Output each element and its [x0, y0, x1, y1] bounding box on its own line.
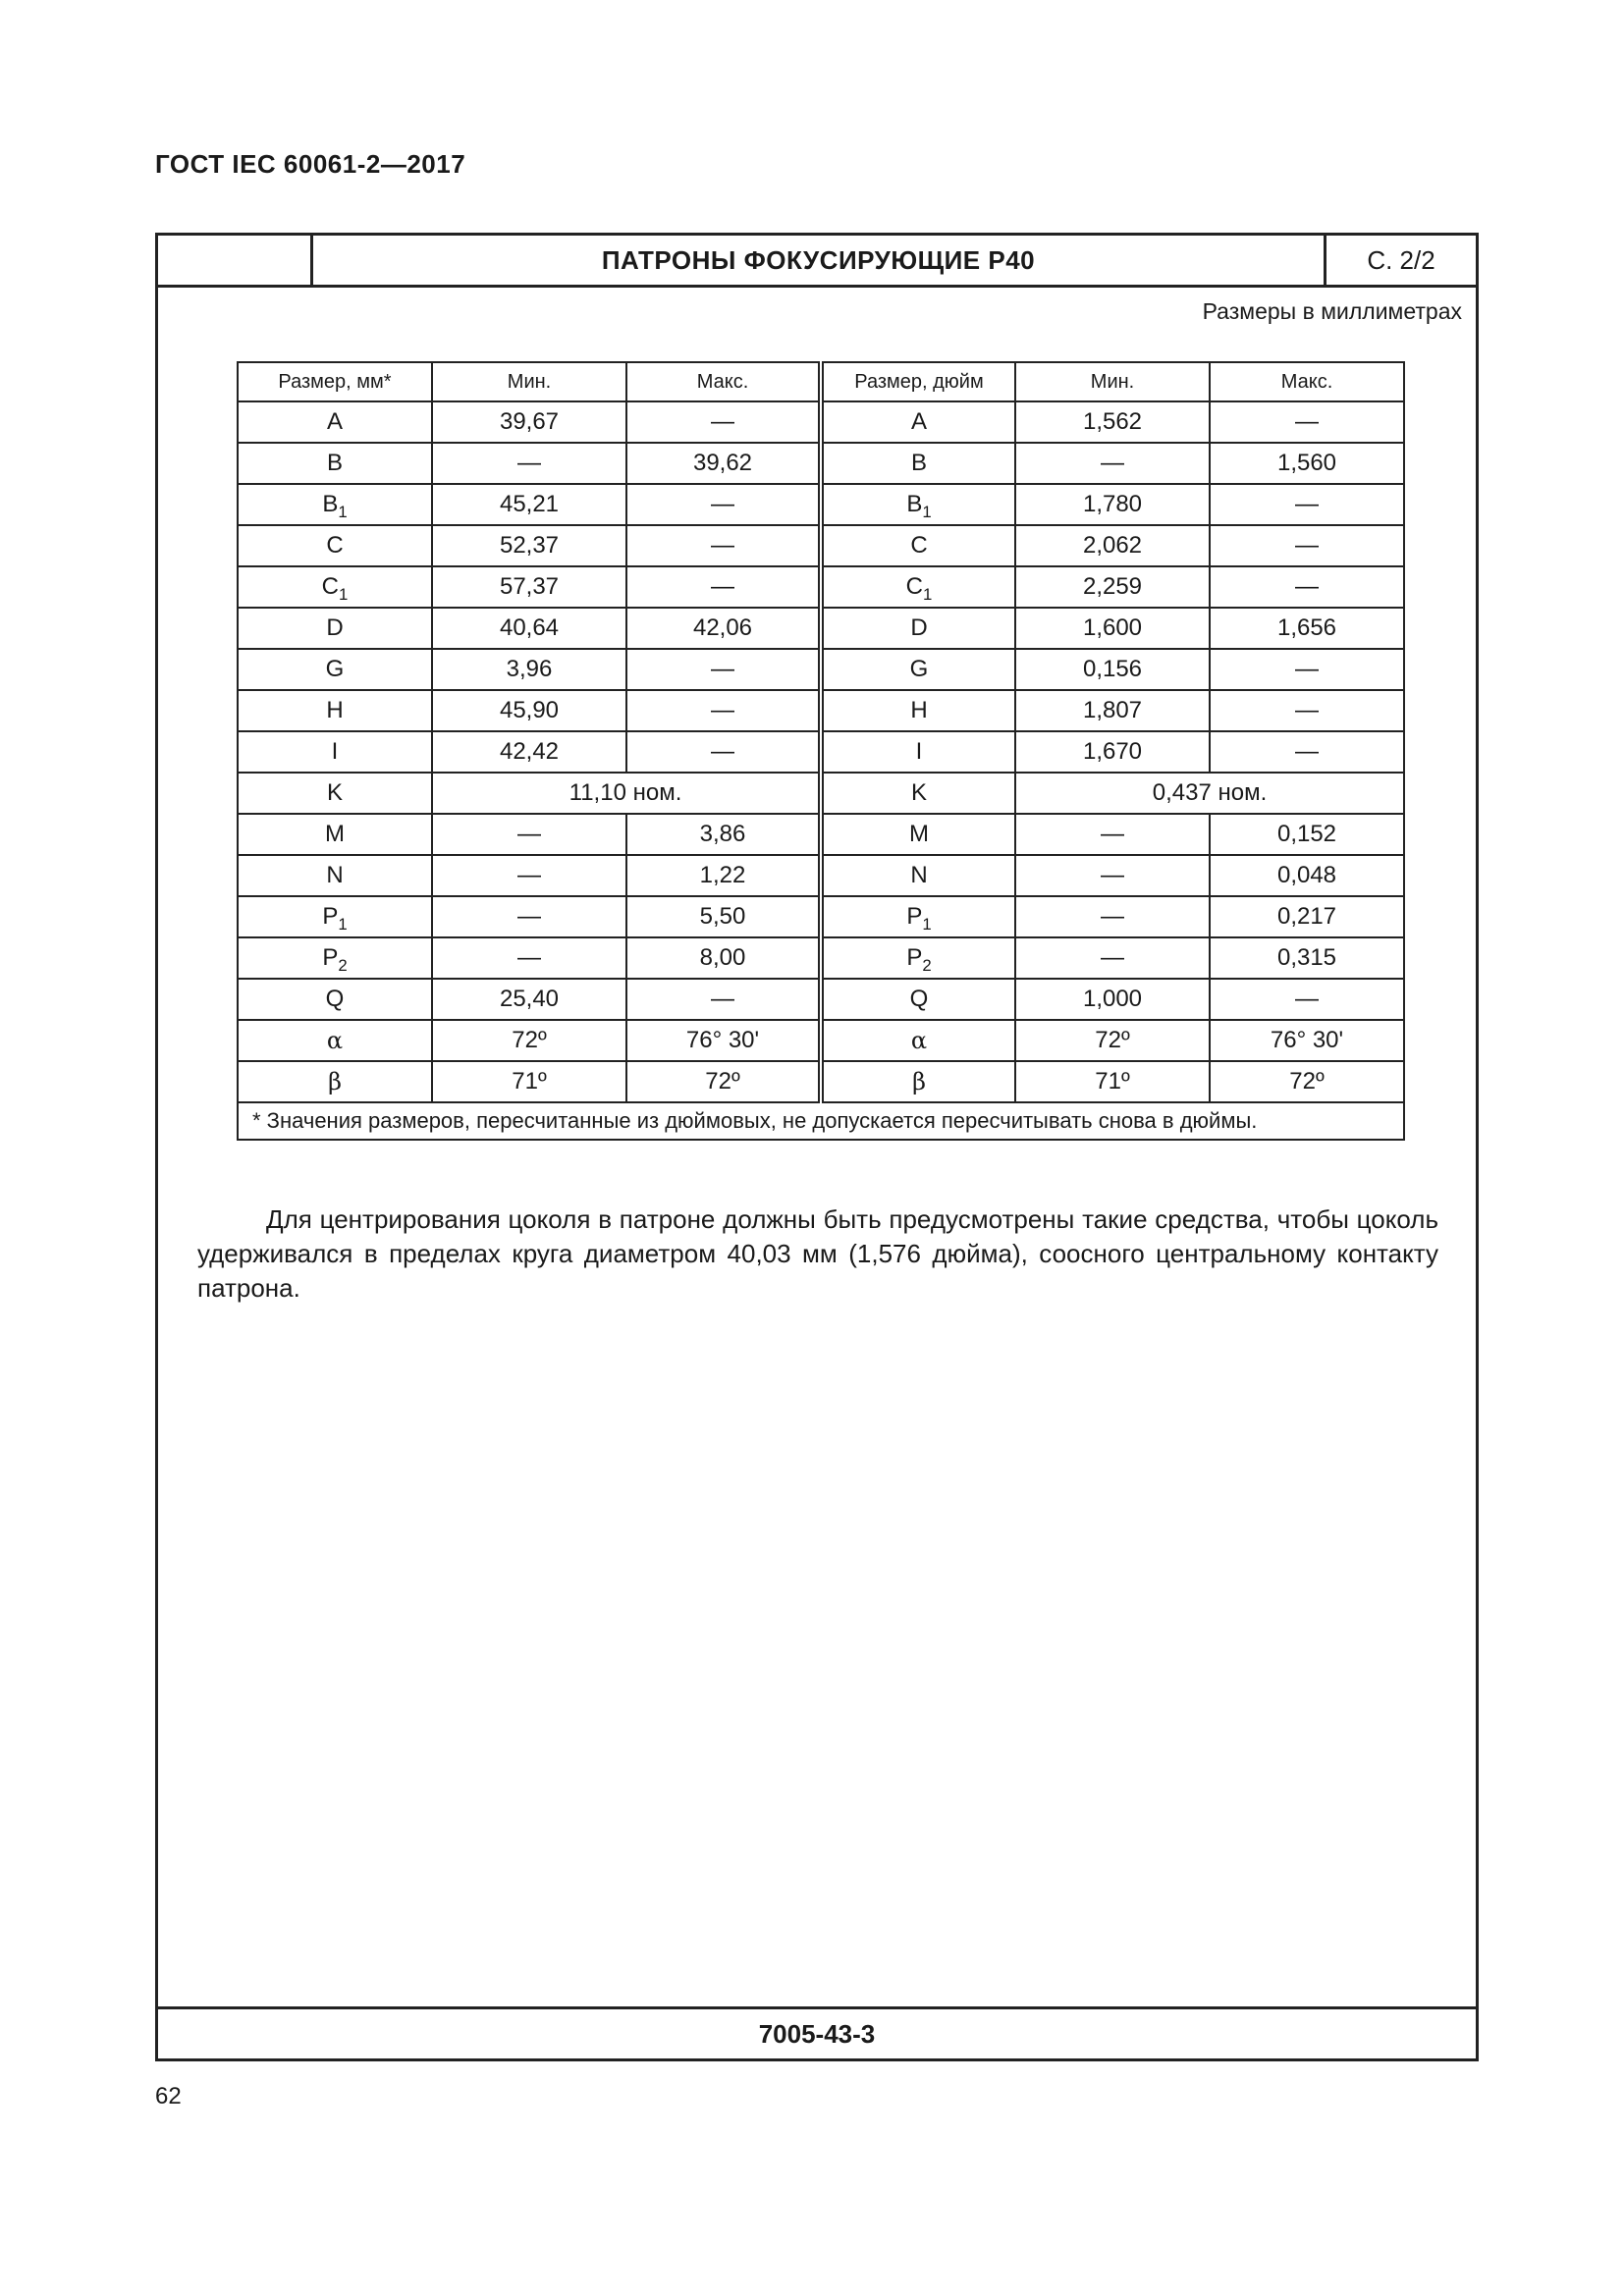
value-inch-min: 2,062 [1015, 525, 1210, 566]
dimension-label [238, 979, 432, 1020]
dimension-symbol: N [910, 862, 928, 888]
value-inch-max: 0,048 [1210, 855, 1404, 896]
dimension-symbol: C [326, 532, 344, 559]
value-mm-min: 57,37 [432, 566, 626, 608]
sheet-frame [155, 233, 1479, 2061]
dimension-symbol: P [906, 944, 923, 971]
page-number: 62 [155, 2083, 182, 2109]
dimension-label [238, 608, 432, 649]
dimension-label [821, 525, 1015, 566]
value-inch-max: — [1210, 566, 1404, 608]
value-mm-min: 71º [432, 1061, 626, 1102]
table-row [238, 566, 1404, 608]
value-inch-max: 0,217 [1210, 896, 1404, 937]
dimension-symbol: G [325, 656, 345, 682]
sheet-page-indicator: С. 2/2 [1367, 244, 1435, 275]
header-size-mm: Размер, мм* [238, 362, 432, 401]
dimension-symbol: H [910, 697, 928, 723]
value-inch-min: — [1015, 937, 1210, 979]
dimension-subscript: 1 [338, 502, 348, 521]
body-paragraph: Для центрирования цоколя в патроне должны быть предусмотрены такие средства, чтобы цоколь удерживался в пределах круга диаметром 40,03 мм (1,576 дюйма), соосного центральному контакту патрона. [197, 1204, 1438, 1303]
value-mm-min: 42,42 [432, 731, 626, 773]
dimension-label [238, 443, 432, 484]
table-row [238, 1061, 1404, 1102]
value-mm-max: — [626, 566, 821, 608]
dimension-symbol: A [326, 408, 343, 435]
value-inch-max: — [1210, 731, 1404, 773]
dimension-label [238, 731, 432, 773]
dimension-symbol: I [915, 738, 923, 765]
dimension-subscript: 1 [339, 584, 349, 604]
value-mm-max: — [626, 649, 821, 690]
dimension-label [238, 401, 432, 443]
dimension-label [238, 649, 432, 690]
units-note: Размеры в миллиметрах [1202, 298, 1462, 324]
dimension-label [821, 814, 1015, 855]
dimension-label [238, 1061, 432, 1102]
dimension-symbol: P [322, 944, 339, 971]
value-inch-min: — [1015, 814, 1210, 855]
value-mm-min: — [432, 443, 626, 484]
table-row [238, 773, 1404, 814]
header-min-mm: Мин. [432, 362, 626, 401]
value-mm-min: 39,67 [432, 401, 626, 443]
value-inch-max: — [1210, 649, 1404, 690]
value-mm-max: — [626, 401, 821, 443]
header-min-inch: Мин. [1015, 362, 1210, 401]
dimension-symbol: C [910, 532, 928, 559]
dimension-symbol: D [326, 614, 344, 641]
value-mm-max: 5,50 [626, 896, 821, 937]
dimension-symbol: B [326, 450, 343, 476]
dimension-label [238, 690, 432, 731]
value-mm-max: — [626, 690, 821, 731]
value-inch-nominal: 0,437 ном. [1015, 773, 1404, 814]
dimension-symbol: α [326, 1026, 344, 1054]
header-max-mm: Макс. [626, 362, 821, 401]
table-row [238, 855, 1404, 896]
title-row [158, 236, 1476, 288]
dimension-label [821, 401, 1015, 443]
table-row [238, 525, 1404, 566]
table-row [238, 979, 1404, 1020]
dimension-symbol: B [906, 491, 923, 517]
value-mm-max: — [626, 525, 821, 566]
value-mm-min: 45,90 [432, 690, 626, 731]
value-mm-max: — [626, 731, 821, 773]
dimension-symbol: G [909, 656, 929, 682]
value-inch-max: 0,315 [1210, 937, 1404, 979]
dimension-subscript: 1 [923, 584, 933, 604]
dimension-subscript: 2 [338, 955, 348, 975]
title-blank-cell [158, 236, 313, 285]
value-inch-min: 71º [1015, 1061, 1210, 1102]
header-max-inch: Макс. [1210, 362, 1404, 401]
value-mm-min: — [432, 896, 626, 937]
header-size-inch: Размер, дюйм [821, 362, 1015, 401]
value-mm-min: — [432, 855, 626, 896]
dimension-label [821, 690, 1015, 731]
dimension-label [238, 896, 432, 937]
table-body [238, 401, 1404, 1102]
value-mm-min: — [432, 937, 626, 979]
value-mm-max: 39,62 [626, 443, 821, 484]
value-mm-min: — [432, 814, 626, 855]
value-inch-max: 72º [1210, 1061, 1404, 1102]
dimension-symbol: C [321, 573, 339, 600]
value-mm-max: 72º [626, 1061, 821, 1102]
dimension-symbol: C [905, 573, 923, 600]
value-inch-max: — [1210, 979, 1404, 1020]
dimension-label [821, 896, 1015, 937]
value-inch-min: 1,807 [1015, 690, 1210, 731]
value-mm-max: — [626, 484, 821, 525]
value-inch-max: 0,152 [1210, 814, 1404, 855]
table-row [238, 608, 1404, 649]
dimension-label [821, 484, 1015, 525]
dimension-label [821, 979, 1015, 1020]
value-inch-max: 76° 30' [1210, 1020, 1404, 1061]
table-row [238, 649, 1404, 690]
table-row [238, 814, 1404, 855]
table-row [238, 443, 1404, 484]
table-row [238, 937, 1404, 979]
table-row [238, 690, 1404, 731]
sheet-title: ПАТРОНЫ ФОКУСИРУЮЩИЕ P40 [313, 236, 1326, 285]
dimension-subscript: 1 [922, 914, 932, 934]
value-mm-min: 45,21 [432, 484, 626, 525]
dimension-label [821, 649, 1015, 690]
dimension-label [821, 566, 1015, 608]
dimension-symbol: D [910, 614, 928, 641]
dimension-symbol: K [326, 779, 343, 806]
dimension-label [238, 937, 432, 979]
value-inch-min: — [1015, 896, 1210, 937]
table-row [238, 896, 1404, 937]
dimension-label [238, 1020, 432, 1061]
dimension-subscript: 1 [338, 914, 348, 934]
dimension-label [238, 484, 432, 525]
value-mm-max: — [626, 979, 821, 1020]
value-mm-min: 3,96 [432, 649, 626, 690]
dimensions-table [237, 361, 1405, 1141]
table-footnote: * Значения размеров, пересчитанные из дюймовых, не допускается пересчитывать снова в дюймы. [238, 1102, 1404, 1140]
dimension-label [821, 855, 1015, 896]
value-mm-max: 8,00 [626, 937, 821, 979]
document-header: ГОСТ IEC 60061-2—2017 [155, 149, 466, 179]
dimension-subscript: 2 [922, 955, 932, 975]
value-inch-max: 1,656 [1210, 608, 1404, 649]
sheet-code: 7005-43-3 [158, 2006, 1476, 2058]
value-inch-min: 1,562 [1015, 401, 1210, 443]
value-mm-max: 42,06 [626, 608, 821, 649]
dimension-symbol: α [910, 1026, 928, 1054]
value-inch-min: 1,670 [1015, 731, 1210, 773]
dimension-symbol: P [322, 903, 339, 930]
dimension-label [821, 731, 1015, 773]
value-mm-min: 72º [432, 1020, 626, 1061]
value-mm-min: 40,64 [432, 608, 626, 649]
value-inch-min: 1,600 [1015, 608, 1210, 649]
dimension-label [821, 1020, 1015, 1061]
table-row [238, 401, 1404, 443]
value-inch-min: 1,000 [1015, 979, 1210, 1020]
dimension-symbol: Q [325, 986, 345, 1012]
value-mm-max: 3,86 [626, 814, 821, 855]
dimension-label [238, 525, 432, 566]
value-inch-min: 2,259 [1015, 566, 1210, 608]
value-inch-min: 0,156 [1015, 649, 1210, 690]
dimension-subscript: 1 [922, 502, 932, 521]
dimension-symbol: M [325, 821, 345, 847]
table-row [238, 1020, 1404, 1061]
dimension-symbol: N [326, 862, 344, 888]
dimension-label [821, 773, 1015, 814]
value-mm-max: 76° 30' [626, 1020, 821, 1061]
dimension-label [821, 1061, 1015, 1102]
value-mm-max: 1,22 [626, 855, 821, 896]
dimension-symbol: P [906, 903, 923, 930]
table-row [238, 731, 1404, 773]
table-row [238, 484, 1404, 525]
value-inch-min: — [1015, 443, 1210, 484]
dimension-label [238, 814, 432, 855]
dimension-symbol: I [331, 738, 339, 765]
dimension-symbol: H [326, 697, 344, 723]
dimension-symbol: β [912, 1067, 926, 1095]
value-inch-max: — [1210, 484, 1404, 525]
value-inch-min: — [1015, 855, 1210, 896]
value-mm-nominal: 11,10 ном. [432, 773, 821, 814]
value-inch-max: — [1210, 690, 1404, 731]
dimension-label [238, 773, 432, 814]
value-mm-min: 52,37 [432, 525, 626, 566]
value-inch-max: — [1210, 525, 1404, 566]
footnote-row [238, 1102, 1404, 1140]
dimension-symbol: B [910, 450, 927, 476]
dimension-label [821, 608, 1015, 649]
value-inch-max: 1,560 [1210, 443, 1404, 484]
dimension-label [821, 937, 1015, 979]
table-header-row [238, 362, 1404, 401]
value-mm-min: 25,40 [432, 979, 626, 1020]
dimension-label [238, 566, 432, 608]
dimension-symbol: β [328, 1067, 342, 1095]
value-inch-min: 72º [1015, 1020, 1210, 1061]
dimension-label [238, 855, 432, 896]
dimension-label [821, 443, 1015, 484]
dimension-symbol: Q [909, 986, 929, 1012]
dimension-symbol: M [909, 821, 929, 847]
dimension-symbol: K [910, 779, 927, 806]
value-inch-min: 1,780 [1015, 484, 1210, 525]
dimension-symbol: A [910, 408, 927, 435]
dimension-symbol: B [322, 491, 339, 517]
value-inch-max: — [1210, 401, 1404, 443]
